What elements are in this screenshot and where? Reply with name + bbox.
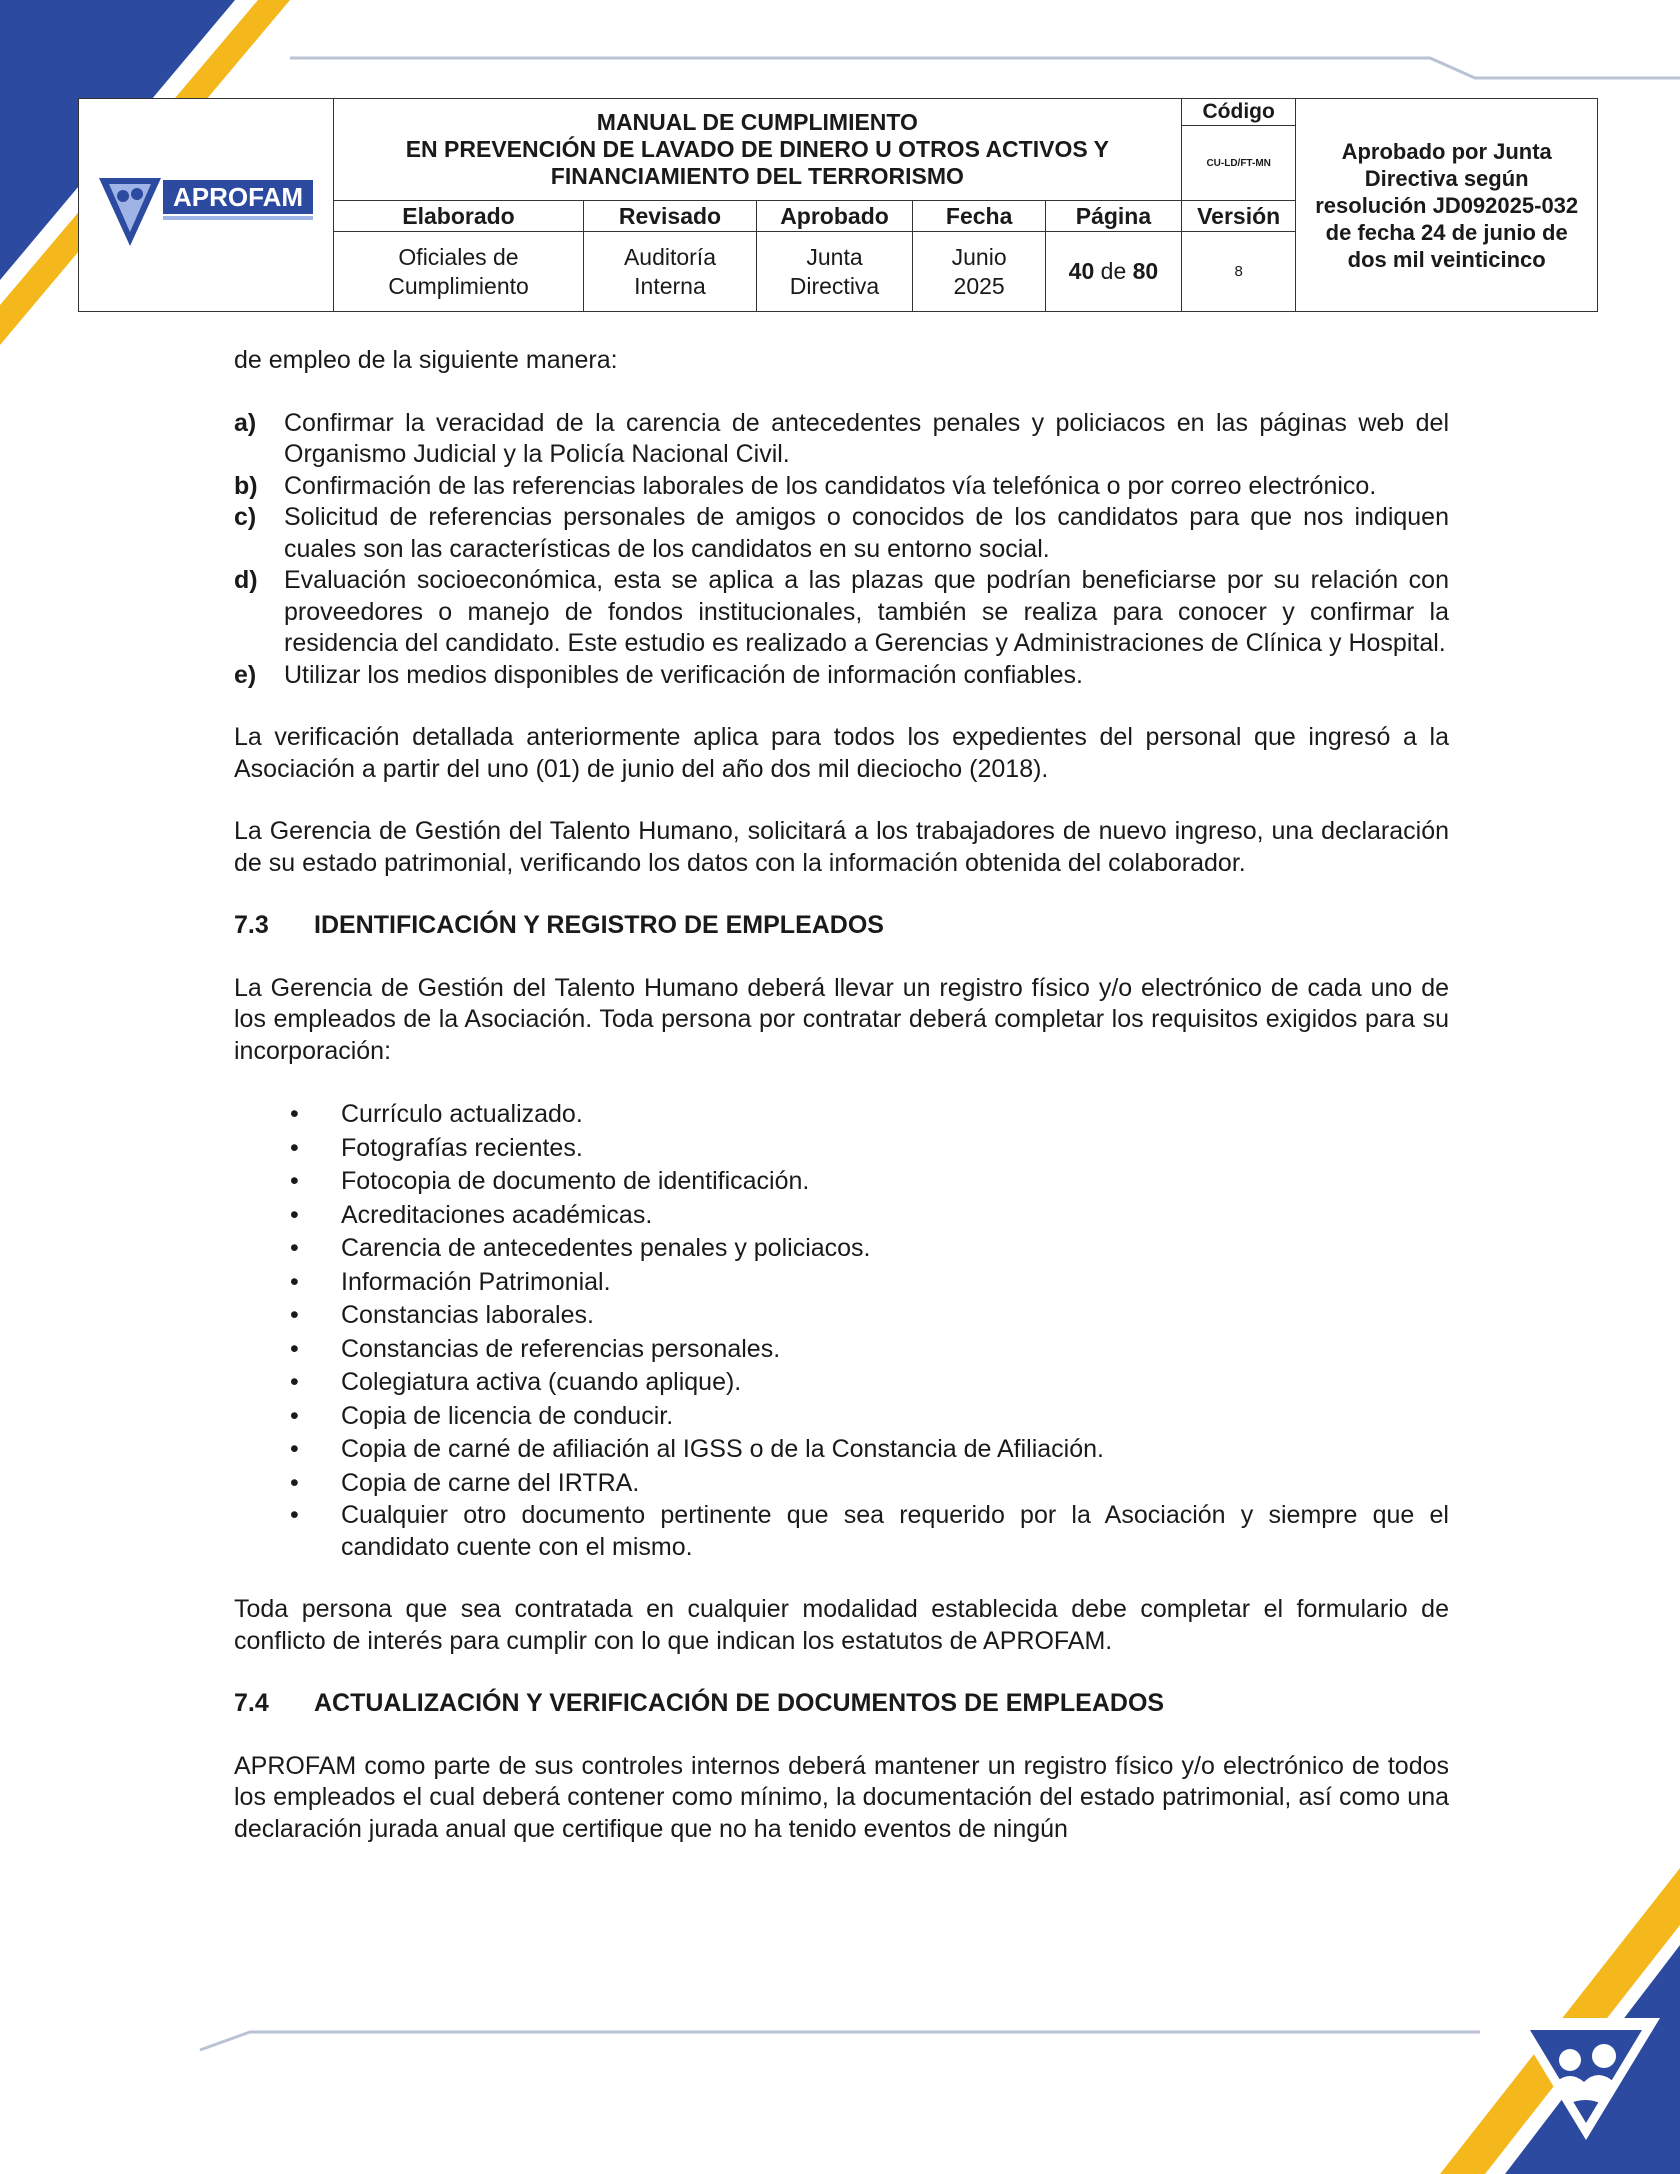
title-line-2: EN PREVENCIÓN DE LAVADO DE DINERO U OTROS ACTIVOS Y [405, 136, 1109, 163]
intro-text: de empleo de la siguiente manera: [234, 346, 618, 374]
item-text: Carencia de antecedentes penales y policiacos. [341, 1234, 871, 1262]
approval-line-5: dos mil veinticinco [1347, 246, 1546, 272]
bullet: • [290, 1368, 299, 1396]
item-text: Evaluación socioeconómica, esta se aplica a las plazas que podrían beneficiarse por su relación con proveedores o manejo de fondos institucionales, también se realiza para conocer y confirmar la residencia del candidato. Este estudio es realizado a Gerencias y Administraciones de Clínica y Hospital. [284, 566, 1449, 657]
list-item [234, 1132, 1449, 1166]
page-total: 80 [1132, 258, 1159, 285]
fecha-line-2: 2025 [953, 272, 1005, 299]
list-item [234, 1299, 1449, 1333]
value-aprobado [756, 232, 913, 312]
list-item [234, 1266, 1449, 1300]
item-marker: e) [234, 660, 257, 689]
section-title: ACTUALIZACIÓN Y VERIFICACIÓN DE DOCUMENTOS DE EMPLEADOS [314, 1689, 1165, 1717]
list-item [234, 1199, 1449, 1233]
title-line-3: FINANCIAMIENTO DEL TERRORISMO [550, 163, 964, 190]
bottom-gray-line [200, 2032, 1480, 2050]
item-text: Acreditaciones académicas. [341, 1200, 653, 1229]
item-text: Fotocopia de documento de identificación. [341, 1167, 810, 1195]
list-item [234, 1467, 1449, 1501]
logo-cell [79, 99, 334, 312]
bullet: • [290, 1435, 299, 1463]
list-item [234, 1232, 1449, 1266]
elaborado-line-2: Cumplimiento [388, 272, 529, 299]
item-text: Fotografías recientes. [341, 1133, 583, 1162]
bullet: • [290, 1501, 299, 1529]
value-elaborado [333, 232, 583, 312]
section-number: 7.3 [234, 911, 269, 939]
version-value: 8 [1181, 232, 1295, 312]
bullet: • [290, 1200, 299, 1229]
revisado-line-1: Auditoría [623, 243, 716, 270]
revisado-line-2: Interna [634, 272, 706, 299]
document-body [234, 345, 1449, 1876]
aprofam-logo [91, 150, 321, 260]
document-title [333, 99, 1181, 201]
requirements-list [234, 1098, 1449, 1563]
value-revisado [584, 232, 756, 312]
col-pagina: Página [1045, 201, 1181, 232]
approval-line-4: de fecha 24 de junio de [1325, 219, 1568, 245]
item-text: Copia de carne del IRTRA. [341, 1468, 640, 1497]
item-text: Solicitud de referencias personales de amigos o conocidos de los candidatos para que nos indiquen cuales son las características de los candidatos en su entorno social. [284, 503, 1449, 563]
list-item [234, 660, 1449, 692]
page-number [1045, 232, 1181, 312]
section-number: 7.4 [234, 1689, 269, 1717]
col-fecha: Fecha [913, 201, 1046, 232]
item-text: Confirmación de las referencias laborales de los candidatos vía telefónica o por correo electrónico. [284, 471, 1377, 500]
list-item [234, 1098, 1449, 1132]
fecha-line-1: Junio [951, 243, 1007, 270]
approval-note [1296, 99, 1598, 312]
document-header [78, 98, 1598, 312]
list-item [234, 502, 1449, 565]
item-marker: a) [234, 408, 257, 437]
section-7-4-text: APROFAM como parte de sus controles internos deberá mantener un registro físico y/o electrónico de todos los empleados el cual deberá contener como mínimo, la documentación del estado patrimonial, así como una declaración jurada anual que certifique que no ha tenido eventos de ningún [234, 1751, 1449, 1843]
item-text: Utilizar los medios disponibles de verificación de información confiables. [284, 660, 1083, 689]
section-title: IDENTIFICACIÓN Y REGISTRO DE EMPLEADOS [314, 911, 884, 939]
bullet: • [290, 1267, 299, 1296]
section-7-3-closing: Toda persona que sea contratada en cualquier modalidad establecida debe completar el formulario de conflicto de interés para cumplir con lo que indican los estatutos de APROFAM. [234, 1595, 1449, 1655]
col-elaborado: Elaborado [333, 201, 583, 232]
section-heading-7-4 [234, 1688, 1449, 1720]
code-label: Código [1181, 99, 1295, 126]
bullet: • [290, 1234, 299, 1262]
section-7-3-intro: La Gerencia de Gestión del Talento Humano deberá llevar un registro físico y/o electrónico de cada uno de los empleados de la Asociación. Toda persona por contratar deberá completar los requisitos exigidos para su incorporación: [234, 973, 1449, 1065]
aprobado-line-1: Junta [806, 243, 863, 270]
bullet: • [290, 1133, 299, 1162]
code-value: CU-LD/FT-MN [1181, 126, 1295, 201]
approval-line-1: Aprobado por Junta [1341, 138, 1552, 164]
logo-wordmark: APROFAM [172, 182, 303, 212]
list-item [234, 1500, 1449, 1563]
item-text: Constancias laborales. [341, 1301, 594, 1329]
bullet: • [290, 1167, 299, 1195]
list-item [234, 565, 1449, 660]
paragraph-verification-scope: La verificación detallada anteriormente aplica para todos los expedientes del personal que ingresó a la Asociación a partir del uno (01) de junio del año dos mil dieciocho (2018). [234, 723, 1449, 783]
col-aprobado: Aprobado [756, 201, 913, 232]
list-item [234, 408, 1449, 471]
verification-list [234, 408, 1449, 692]
item-text: Copia de carné de afiliación al IGSS o de la Constancia de Afiliación. [341, 1435, 1104, 1463]
list-item [234, 471, 1449, 503]
item-marker: c) [234, 503, 257, 531]
list-item [234, 1165, 1449, 1199]
item-text: Cualquier otro documento pertinente que sea requerido por la Asociación y siempre que el candidato cuente con el mismo. [341, 1501, 1449, 1561]
list-item [234, 1366, 1449, 1400]
item-marker: d) [234, 566, 258, 594]
aprobado-line-2: Directiva [789, 272, 880, 299]
bullet: • [290, 1468, 299, 1497]
item-text: Constancias de referencias personales. [341, 1334, 781, 1363]
approval-line-2: Directiva según [1364, 165, 1529, 191]
bullet: • [290, 1100, 299, 1128]
page-current: 40 [1068, 258, 1095, 285]
item-text: Currículo actualizado. [341, 1100, 583, 1128]
elaborado-line-1: Oficiales de [398, 243, 519, 270]
bullet: • [290, 1401, 299, 1430]
bullet: • [290, 1301, 299, 1329]
approval-line-3: resolución JD092025-032 [1315, 192, 1579, 218]
item-text: Copia de licencia de conducir. [341, 1401, 674, 1430]
list-item [234, 1400, 1449, 1434]
list-item [234, 1333, 1449, 1367]
title-line-1: MANUAL DE CUMPLIMIENTO [596, 109, 918, 136]
item-marker: b) [234, 471, 258, 500]
item-text: Colegiatura activa (cuando aplique). [341, 1368, 742, 1396]
item-text: Confirmar la veracidad de la carencia de antecedentes penales y policiacos en las páginas web del Organismo Judicial y la Policía Nacional Civil. [284, 408, 1449, 468]
page-of: de [1100, 258, 1127, 285]
col-revisado: Revisado [584, 201, 756, 232]
value-fecha [913, 232, 1046, 312]
item-text: Información Patrimonial. [341, 1267, 611, 1296]
list-item [234, 1433, 1449, 1467]
col-version: Versión [1181, 201, 1295, 232]
section-heading-7-3 [234, 910, 1449, 942]
paragraph-patrimonial-declaration: La Gerencia de Gestión del Talento Humano, solicitará a los trabajadores de nuevo ingreso, una declaración de su estado patrimonial, verificando los datos con la información obtenida del colaborador. [234, 817, 1449, 877]
top-gray-line [290, 58, 1680, 78]
bullet: • [290, 1334, 299, 1363]
